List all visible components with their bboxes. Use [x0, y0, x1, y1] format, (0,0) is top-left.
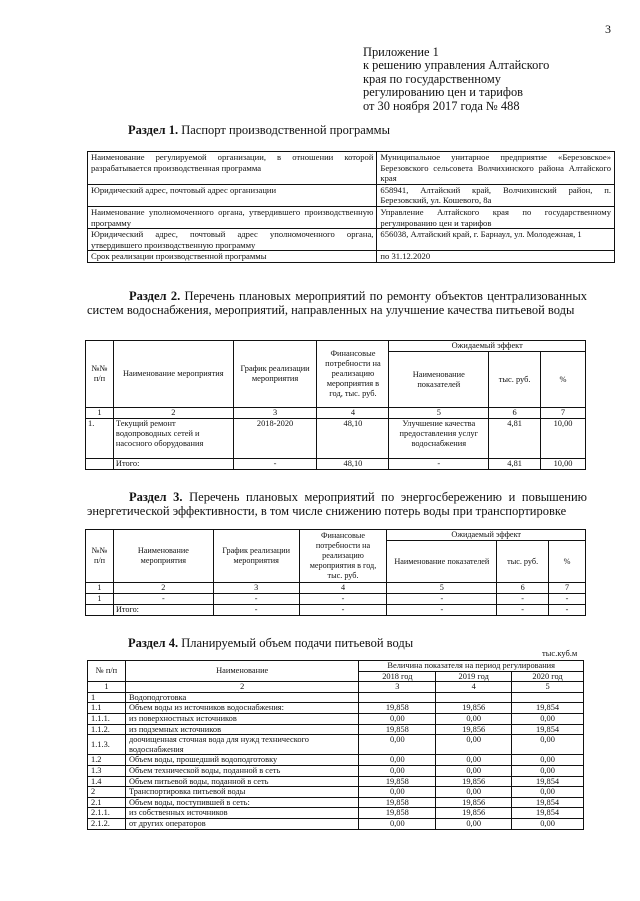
total-finance: 48,10: [317, 459, 389, 470]
row-name: Объем питьевой воды, поданной в сеть: [125, 776, 358, 787]
row-num: 1.1: [88, 703, 126, 714]
total-thous: 4,81: [489, 459, 541, 470]
total-indicator: -: [389, 459, 489, 470]
table-row: [88, 808, 584, 819]
total-schedule: -: [213, 605, 299, 616]
row-num: 1.1.1.: [88, 713, 126, 724]
passport-field-value: 656038, Алтайский край, г. Барнаул, ул. Молодежная, 1: [377, 229, 615, 251]
section2-label: Раздел 2.: [129, 289, 181, 303]
water-supply-table: [87, 660, 584, 830]
total-finance: -: [299, 605, 387, 616]
row-2018: 19,858: [359, 724, 436, 735]
row-num: 2.1.2.: [88, 818, 126, 829]
table-row: [86, 419, 586, 459]
total-pct: 10,00: [541, 459, 586, 470]
total-row: [86, 459, 586, 470]
column-number: 4: [317, 408, 389, 419]
table-row: [88, 787, 584, 798]
total-pct: -: [549, 605, 586, 616]
passport-field-value: Управление Алтайского края по государственному регулированию цен и тарифов: [377, 206, 615, 228]
column-number: 2: [113, 583, 213, 594]
section3-heading: [87, 490, 587, 518]
table-row: [86, 594, 586, 605]
row-num: 1.1.3.: [88, 735, 126, 755]
table-row: [88, 724, 584, 735]
repair-measures-table: [85, 340, 586, 470]
row-2019: 0,00: [436, 713, 512, 724]
row-num: 1: [88, 692, 126, 703]
table-row: [88, 703, 584, 714]
table-row: [88, 818, 584, 829]
row-2019: 19,856: [436, 776, 512, 787]
table-row: [88, 251, 615, 263]
column-number: 6: [489, 408, 541, 419]
total-schedule: -: [233, 459, 317, 470]
table-row: [88, 776, 584, 787]
row-2020: 0,00: [512, 755, 584, 766]
table-row: [88, 184, 615, 206]
row-2018: 0,00: [359, 755, 436, 766]
row-num: 2.1: [88, 797, 126, 808]
row-thous: -: [497, 594, 549, 605]
header-num: №№ п/п: [86, 341, 114, 408]
column-number: 1: [88, 682, 126, 693]
header-finance: Финансовые потребности на реализацию мероприятия в год, тыс. руб.: [317, 341, 389, 408]
column-number-row: [88, 682, 584, 693]
section3-title: Перечень плановых мероприятий по энергосбережению и повышению энергетической эффективности, в том числе снижению потерь воды при транспортировке: [87, 490, 588, 518]
section4-title: Планируемый объем подачи питьевой воды: [181, 636, 414, 650]
unit-label: тыс.куб.м: [542, 648, 578, 658]
header-pct: %: [541, 352, 586, 408]
water-supply-rows: [88, 692, 584, 829]
row-2018: 19,858: [359, 776, 436, 787]
header-schedule: График реализации мероприятия: [233, 341, 317, 408]
header-effect: Ожидаемый эффект: [387, 530, 586, 541]
row-name: Водоподготовка: [125, 692, 358, 703]
row-num: 1.4: [88, 776, 126, 787]
row-schedule: 2018-2020: [233, 419, 317, 459]
row-name: из подземных источников: [125, 724, 358, 735]
header-indicator: Наименование показателей: [387, 541, 497, 583]
column-number: 4: [436, 682, 512, 693]
row-indicator: Улучшение качества предоставления услуг водоснабжения: [389, 419, 489, 459]
row-num: 1.3: [88, 765, 126, 776]
column-number: 1: [86, 408, 114, 419]
passport-field-label: Наименование уполномоченного органа, утвердившего производственную программу: [88, 206, 377, 228]
row-2018: 0,00: [359, 765, 436, 776]
header-period: Величина показателя на период регулирования: [359, 661, 584, 672]
appendix-header: [363, 46, 549, 113]
column-number: 3: [233, 408, 317, 419]
table-header-row: [86, 341, 586, 352]
column-number: 7: [549, 583, 586, 594]
row-2019: 0,00: [436, 787, 512, 798]
row-2019: 0,00: [436, 765, 512, 776]
header-name: Наименование: [125, 661, 358, 682]
row-num: 1.1.2.: [88, 724, 126, 735]
row-2020: 19,854: [512, 724, 584, 735]
row-num: [86, 459, 114, 470]
header-thous: тыс. руб.: [497, 541, 549, 583]
row-name: доочищенная сточная вода для нужд технического водоснабжения: [125, 735, 358, 755]
row-num: [86, 605, 114, 616]
total-row: [86, 605, 586, 616]
column-number: 7: [541, 408, 586, 419]
row-2020: 0,00: [512, 765, 584, 776]
row-2019: 0,00: [436, 818, 512, 829]
column-number: 5: [512, 682, 584, 693]
header-schedule: График реализации мероприятия: [213, 530, 299, 583]
row-2018: 19,858: [359, 797, 436, 808]
row-2018: [359, 692, 436, 703]
table-row: [88, 765, 584, 776]
row-2020: 0,00: [512, 787, 584, 798]
section2-title: Перечень плановых мероприятий по ремонту объектов централизованных систем водоснабжения, мероприятий, направленных на улучшение качества питьевой воды: [87, 289, 587, 317]
table-row: [88, 755, 584, 766]
column-number: 4: [299, 583, 387, 594]
column-number: 1: [86, 583, 114, 594]
passport-field-value: Муниципальное унитарное предприятие «Березовское» Березовского сельсовета Волчихинского района Алтайского края: [377, 152, 615, 185]
row-finance: 48,10: [317, 419, 389, 459]
header-year-2019: 2019 год: [436, 671, 512, 682]
column-number: 2: [125, 682, 358, 693]
row-2019: 19,856: [436, 808, 512, 819]
header-name: Наименование мероприятия: [113, 341, 233, 408]
section4-heading: [128, 636, 413, 650]
passport-field-label: Юридический адрес, почтовый адрес уполномоченного органа, утвердившего производственную программу: [88, 229, 377, 251]
table-row: [88, 735, 584, 755]
row-pct: -: [549, 594, 586, 605]
table-header-row: [88, 661, 584, 672]
header-indicator: Наименование показателей: [389, 352, 489, 408]
row-indicator: -: [387, 594, 497, 605]
row-2020: 19,854: [512, 703, 584, 714]
total-thous: -: [497, 605, 549, 616]
row-2019: [436, 692, 512, 703]
row-2020: 19,854: [512, 797, 584, 808]
row-num: 1: [86, 594, 114, 605]
header-num: № п/п: [88, 661, 126, 682]
header-year-2020: 2020 год: [512, 671, 584, 682]
row-2018: 19,858: [359, 808, 436, 819]
column-number: 3: [359, 682, 436, 693]
section4-label: Раздел 4.: [128, 636, 179, 650]
row-2020: 0,00: [512, 713, 584, 724]
row-2018: 0,00: [359, 818, 436, 829]
row-2018: 0,00: [359, 735, 436, 755]
energy-measures-table: [85, 529, 586, 616]
row-name: Транспортировка питьевой воды: [125, 787, 358, 798]
header-effect: Ожидаемый эффект: [389, 341, 586, 352]
row-schedule: -: [213, 594, 299, 605]
column-number: 2: [113, 408, 233, 419]
section1-title: Паспорт производственной программы: [181, 123, 390, 137]
column-number: 6: [497, 583, 549, 594]
row-name: Объем технической воды, поданной в сеть: [125, 765, 358, 776]
section1-heading: [128, 123, 390, 137]
row-2020: 0,00: [512, 735, 584, 755]
row-2018: 0,00: [359, 787, 436, 798]
header-pct: %: [549, 541, 586, 583]
header-year-2018: 2018 год: [359, 671, 436, 682]
header-thous: тыс. руб.: [489, 352, 541, 408]
section2-heading: [87, 289, 587, 317]
passport-field-label: Срок реализации производственной программы: [88, 251, 377, 263]
passport-field-label: Наименование регулируемой организации, в отношении которой разрабатывается производственная программа: [88, 152, 377, 185]
table-header-row: [86, 530, 586, 541]
appendix-line: Приложение 1: [363, 45, 439, 59]
column-number: 5: [389, 408, 489, 419]
table-row: [88, 692, 584, 703]
row-finance: -: [299, 594, 387, 605]
row-2019: 0,00: [436, 755, 512, 766]
row-name: из поверхностных источников: [125, 713, 358, 724]
row-2019: 19,856: [436, 703, 512, 714]
row-2020: 0,00: [512, 818, 584, 829]
table-row: [88, 152, 615, 185]
row-num: 1.: [86, 419, 114, 459]
row-name: от других операторов: [125, 818, 358, 829]
table-row: [88, 713, 584, 724]
header-name: Наименование мероприятия: [113, 530, 213, 583]
column-number: 5: [387, 583, 497, 594]
table-row: [88, 797, 584, 808]
total-label: Итого:: [113, 459, 233, 470]
row-num: 2: [88, 787, 126, 798]
row-name: Объем воды, поступившей в сеть:: [125, 797, 358, 808]
passport-field-value: по 31.12.2020: [377, 251, 615, 263]
appendix-line: от 30 ноября 2017 года № 488: [363, 98, 520, 113]
passport-field-value: 658941, Алтайский край, Волчихинский район, п. Березовский, ул. Кошевого, 8а: [377, 184, 615, 206]
header-finance: Финансовые потребности на реализацию мероприятия в год, тыс. руб.: [299, 530, 387, 583]
table-row: [88, 206, 615, 228]
row-num: 1.2: [88, 755, 126, 766]
row-thous: 4,81: [489, 419, 541, 459]
row-name: Текущий ремонт водопроводных сетей и насосного оборудования: [113, 419, 233, 459]
row-2020: 19,854: [512, 808, 584, 819]
row-num: 2.1.1.: [88, 808, 126, 819]
row-name: из собственных источников: [125, 808, 358, 819]
passport-field-label: Юридический адрес, почтовый адрес организации: [88, 184, 377, 206]
row-name: Объем воды, прошедший водоподготовку: [125, 755, 358, 766]
row-pct: 10,00: [541, 419, 586, 459]
row-2019: 19,856: [436, 724, 512, 735]
row-2018: 0,00: [359, 713, 436, 724]
appendix-line: регулированию цен и тарифов: [363, 85, 523, 100]
column-number-row: [86, 583, 586, 594]
appendix-line: края по государственному: [363, 71, 501, 86]
column-number-row: [86, 408, 586, 419]
row-2018: 19,858: [359, 703, 436, 714]
header-num: №№ п/п: [86, 530, 114, 583]
section1-label: Раздел 1.: [128, 123, 179, 137]
passport-table: [87, 151, 615, 263]
row-2019: 0,00: [436, 735, 512, 755]
row-2020: 19,854: [512, 776, 584, 787]
column-number: 3: [213, 583, 299, 594]
total-label: Итого:: [113, 605, 213, 616]
page-number: 3: [605, 22, 611, 36]
table-row: [88, 229, 615, 251]
row-2019: 19,856: [436, 797, 512, 808]
row-name: -: [113, 594, 213, 605]
row-name: Объем воды из источников водоснабжения:: [125, 703, 358, 714]
row-2020: [512, 692, 584, 703]
total-indicator: -: [387, 605, 497, 616]
appendix-line: к решению управления Алтайского: [363, 58, 550, 73]
section3-label: Раздел 3.: [129, 490, 183, 504]
